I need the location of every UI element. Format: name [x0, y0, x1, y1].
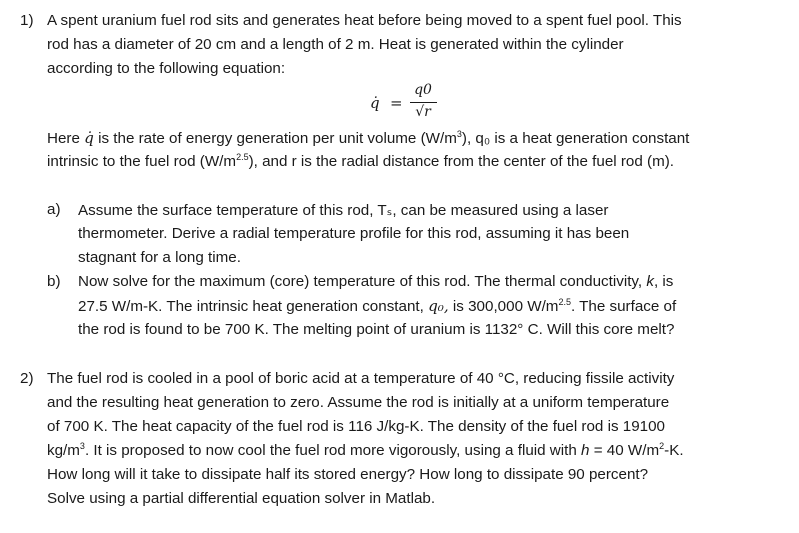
part-b-line-1: Now solve for the maximum (core) temperature of this rod. The thermal conductivity, k, is [78, 273, 674, 290]
part-a-line-2: thermometer. Derive a radial temperature profile for this rod, assuming it has been [78, 225, 630, 242]
problem-2-line-3: of 700 K. The heat capacity of the fuel rod is 116 J/kg-K. The density of the fuel rod is 19100 [47, 418, 666, 435]
part-b-line-3: the rod is found to be 700 K. The melting point of uranium is 1132° C. Will this core melt? [78, 321, 675, 338]
problem-2-line-4: $kg/m^3$. It is proposed to now cool the fuel rod more vigorously, using a fluid with h = 40 $W/m^2-K$. [47, 441, 684, 459]
problem-1-intro-line-2: rod has a diameter of 20 cm and a length of 2 m. Heat is generated within the cylinder [47, 36, 624, 53]
part-b-label: b) [47, 273, 61, 290]
equation-denominator: √r [415, 104, 431, 120]
fraction-bar [410, 102, 437, 103]
problem-2-number: 2) [20, 370, 34, 387]
definition-line-1: Here q̇ is the rate of energy generation per unit volume $(W/m^3)$, q₀ is a heat generation constant [47, 129, 690, 147]
part-a-label: a) [47, 201, 61, 218]
problem-1-intro-line-3: according to the following equation: [47, 60, 286, 77]
part-a-line-1: Assume the surface temperature of this rod, Tₛ, can be measured using a laser [78, 202, 609, 219]
problem-2-line-5: How long will it take to dissipate half its stored energy? How long to dissipate 90 percent? [47, 466, 649, 483]
definition-line-2: intrinsic to the fuel rod $(W/m^{2.5})$, and r is the radial distance from the center of the fuel rod (m). [47, 152, 675, 170]
equation-equals: = [390, 94, 403, 112]
problem-2-line-1: The fuel rod is cooled in a pool of boric acid at a temperature of 40 °C, reducing fissile activity [47, 370, 675, 387]
problem-2-line-2: and the resulting heat generation to zero. Assume the rod is initially at a uniform temperature [47, 394, 670, 411]
equation-numerator: q0 [414, 82, 432, 98]
problem-1-intro-line-1: A spent uranium fuel rod sits and generates heat before being moved to a spent fuel pool. This [47, 12, 682, 29]
part-a-line-3: stagnant for a long time. [78, 249, 241, 266]
equation-lhs: q̇ [370, 94, 380, 112]
problem-1-number: 1) [20, 12, 34, 29]
part-b-line-2: 27.5 W/m-K. The intrinsic heat generation constant, q₀, is 300,000 $W/m^{2.5}$. The surface of [78, 297, 677, 315]
problem-2-line-6: Solve using a partial differential equation solver in Matlab. [47, 490, 436, 507]
